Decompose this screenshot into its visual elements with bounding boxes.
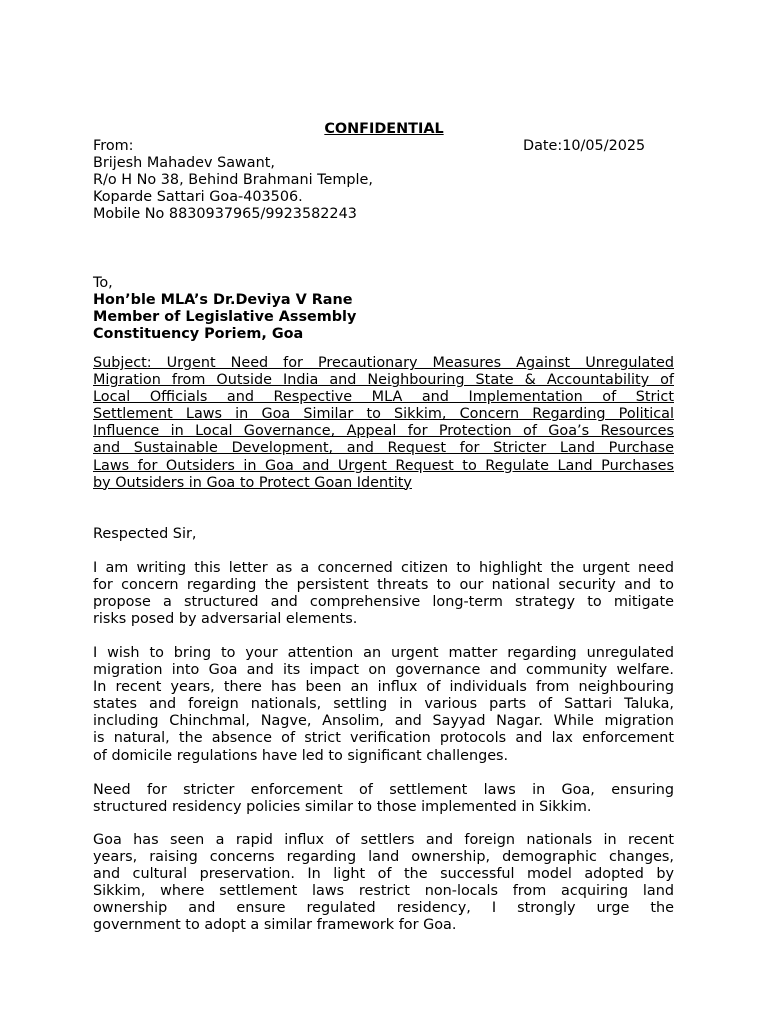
subject-line: and Sustainable Development, and Request for Stricter Land Purchase <box>93 440 674 457</box>
body-line: In recent years, there has been an influx of individuals from neighbouring <box>93 679 674 696</box>
body-line: including Chinchmal, Nagve, Ansolim, and Sayyad Nagar. While migration <box>93 713 674 730</box>
subject-line: Migration from Outside India and Neighbouring State & Accountability of <box>93 372 674 389</box>
subject-block <box>93 355 674 492</box>
paragraph-2 <box>93 645 674 765</box>
document-title: CONFIDENTIAL <box>324 121 444 137</box>
body-line: government to adopt a similar framework for Goa. <box>93 917 457 934</box>
recipient-line: Hon’ble MLA’s Dr.Deviya V Rane <box>93 292 353 309</box>
sender-line: Brijesh Mahadev Sawant, <box>93 155 275 171</box>
sender-address <box>93 155 674 223</box>
sender-line: Koparde Sattari Goa-403506. <box>93 189 303 206</box>
subject-line: Influence in Local Governance, Appeal for Protection of Goa’s Resources <box>93 423 674 440</box>
body-line: states and foreign nationals, settling in various parts of Sattari Taluka, <box>93 696 674 713</box>
body-line: for concern regarding the persistent threats to our national security and to <box>93 577 674 594</box>
body-line: Goa has seen a rapid influx of settlers and foreign nationals in recent <box>93 832 674 848</box>
paragraph-4 <box>93 832 674 935</box>
subject-line: Local Officials and Respective MLA and Implementation of Strict <box>93 389 674 406</box>
subject-line: Subject: Urgent Need for Precautionary Measures Against Unregulated <box>93 355 674 371</box>
paragraph-1 <box>93 560 674 628</box>
body-line: structured residency policies similar to those implemented in Sikkim. <box>93 799 592 816</box>
sender-line: R/o H No 38, Behind Brahmani Temple, <box>93 172 373 189</box>
body-line: risks posed by adversarial elements. <box>93 611 358 628</box>
subject-line: Laws for Outsiders in Goa and Urgent Request to Regulate Land Purchases <box>93 457 674 474</box>
salutation: Respected Sir, <box>93 526 197 542</box>
body-line: is natural, the absence of strict verification protocols and lax enforcement <box>93 730 674 747</box>
from-label: From: <box>93 138 134 154</box>
body-line: Need for stricter enforcement of settlement laws in Goa, ensuring <box>93 782 674 798</box>
paragraph-3 <box>93 782 674 816</box>
body-line: years, raising concerns regarding land ownership, demographic changes, <box>93 849 674 866</box>
body-line: and cultural preservation. In light of the successful model adopted by <box>93 866 674 883</box>
body-line: I am writing this letter as a concerned citizen to highlight the urgent need <box>93 560 674 576</box>
subject-line: by Outsiders in Goa to Protect Goan Identity <box>93 474 412 491</box>
body-line: Sikkim, where settlement laws restrict non-locals from acquiring land <box>93 883 674 900</box>
recipient-line: Constituency Poriem, Goa <box>93 326 304 343</box>
body-line: I wish to bring to your attention an urgent matter regarding unregulated <box>93 645 674 661</box>
recipient-line: Member of Legislative Assembly <box>93 309 357 326</box>
sender-line: Mobile No 8830937965/9923582243 <box>93 206 357 223</box>
body-line: ownership and ensure regulated residency, I strongly urge the <box>93 900 674 917</box>
body-line: of domicile regulations have led to significant challenges. <box>93 747 509 764</box>
letter-date: Date:10/05/2025 <box>523 138 646 154</box>
subject-line: Settlement Laws in Goa Similar to Sikkim, Concern Regarding Political <box>93 406 674 423</box>
body-line: migration into Goa and its impact on governance and community welfare. <box>93 662 674 679</box>
to-label: To, <box>93 275 113 291</box>
recipient-block <box>93 275 674 343</box>
body-line: propose a structured and comprehensive long-term strategy to mitigate <box>93 594 674 611</box>
